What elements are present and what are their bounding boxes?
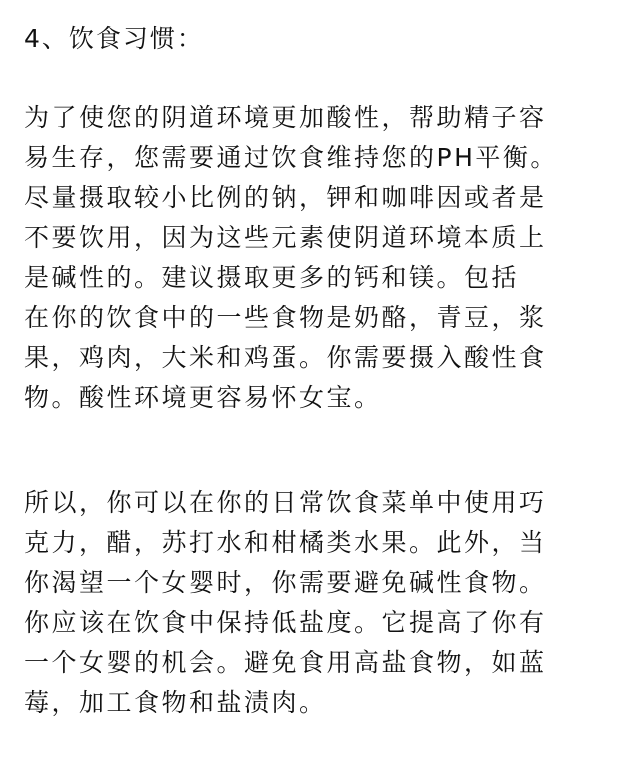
text-line: 是碱性的。建议摄取更多的钙和镁。包括 (24, 263, 520, 292)
section-heading: 4、饮食习惯： (24, 24, 204, 53)
text-line: 你渴望一个女婴时，你需要避免碱性食物。 (24, 568, 547, 597)
text-line: 物。酸性环境更容易怀女宝。 (24, 383, 382, 412)
text-line: 克力，醋，苏打水和柑橘类水果。此外，当 (24, 528, 547, 557)
text-line: 易生存，您需要通过饮食维持您的PH平衡。 (24, 143, 558, 172)
text-line: 你应该在饮食中保持低盐度。它提高了你有 (24, 608, 547, 637)
text-line: 果，鸡肉，大米和鸡蛋。你需要摄入酸性食 (24, 343, 547, 372)
text-line: 在你的饮食中的一些食物是奶酪，青豆，浆 (24, 303, 547, 332)
text-line: 所以，你可以在你的日常饮食菜单中使用巧 (24, 488, 547, 517)
text-line: 不要饮用，因为这些元素使阴道环境本质上 (24, 223, 547, 252)
text-line: 莓，加工食物和盐渍肉。 (24, 688, 327, 717)
paragraph-2 (24, 483, 624, 723)
text-line: 尽量摄取较小比例的钠，钾和咖啡因或者是 (24, 183, 547, 212)
paragraph-1 (24, 98, 624, 418)
text-line: 一个女婴的机会。避免食用高盐食物，如蓝 (24, 648, 547, 677)
text-line: 为了使您的阴道环境更加酸性，帮助精子容 (24, 103, 547, 132)
